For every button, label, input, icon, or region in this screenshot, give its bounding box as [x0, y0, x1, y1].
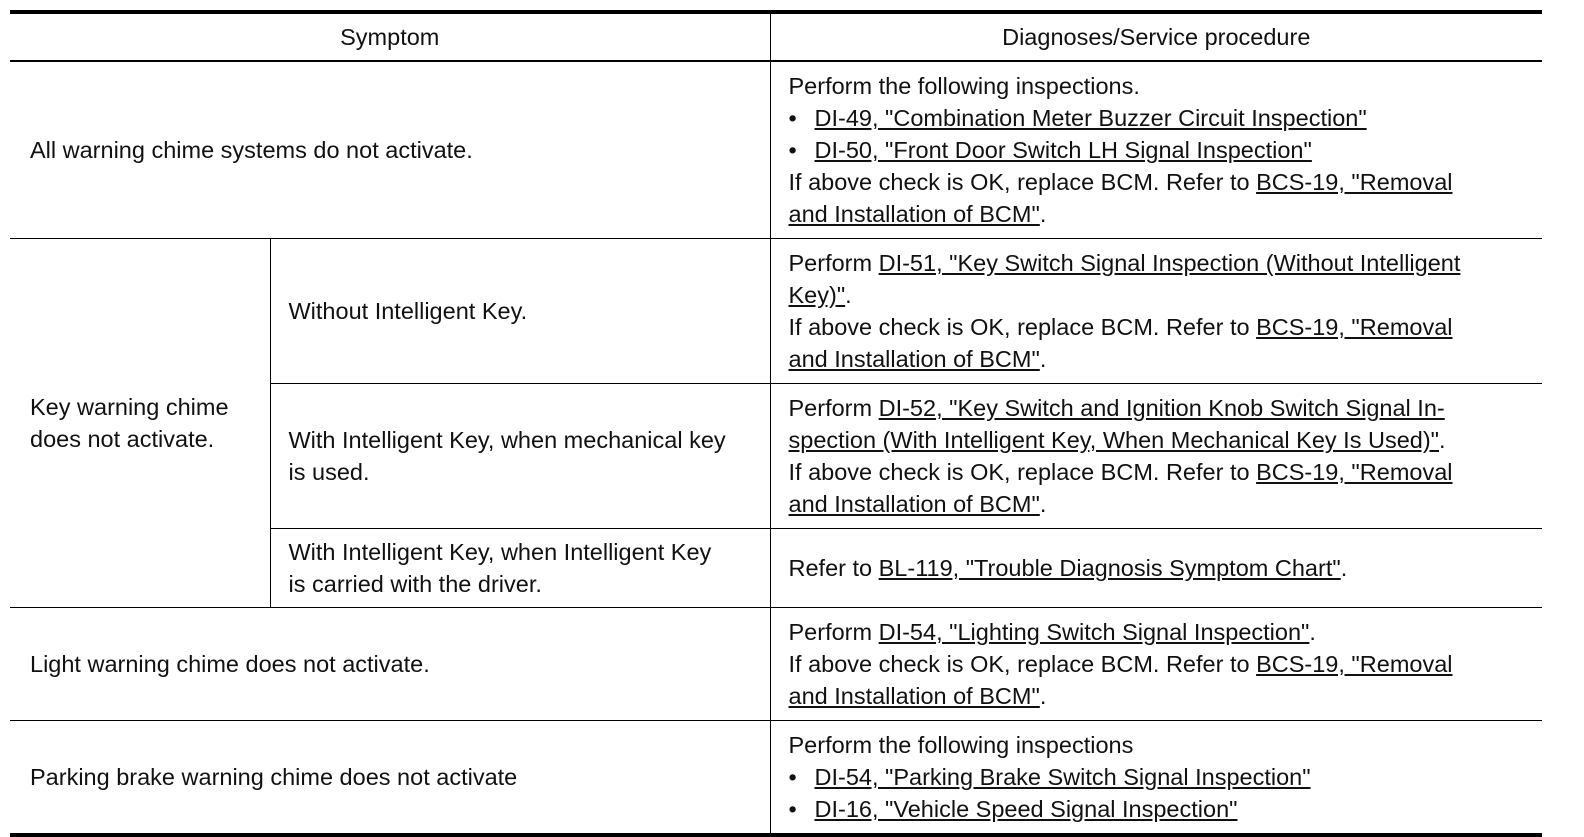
bullet-item — [789, 102, 1533, 134]
procedure-ik-carried — [770, 529, 1542, 608]
table-row — [10, 721, 1542, 836]
link-di-51[interactable]: DI-51, "Key Switch Signal Inspection (Without Intelligent — [878, 250, 1461, 276]
period: . — [1439, 427, 1446, 453]
condition-line: With Intelligent Key, when Intelligent Key — [288, 539, 712, 565]
link-di-50[interactable]: DI-50, "Front Door Switch LH Signal Inspection" — [814, 137, 1312, 163]
refer-line-2 — [789, 343, 1533, 375]
perform-text: Perform — [788, 250, 879, 276]
link-bcs-19[interactable]: BCS-19, "Removal — [1256, 314, 1453, 340]
bullet-item — [789, 793, 1533, 825]
condition-mechanical-key — [270, 384, 770, 529]
link-bl-119[interactable]: BL-119, "Trouble Diagnosis Symptom Chart" — [878, 555, 1341, 581]
refer-text: If above check is OK, replace BCM. Refer to — [788, 314, 1257, 340]
link-di-54-lighting[interactable]: DI-54, "Lighting Switch Signal Inspection" — [878, 619, 1310, 645]
symptom-light-warning: Light warning chime does not activate. — [10, 608, 770, 721]
symptom-line: Key warning chime — [30, 394, 229, 420]
condition-line: With Intelligent Key, when mechanical key — [288, 427, 726, 453]
period: . — [1340, 555, 1348, 581]
refer-text: If above check is OK, replace BCM. Refer to — [788, 651, 1257, 677]
period: . — [1039, 683, 1047, 709]
perform-line — [789, 616, 1533, 648]
link-bcs-19-cont[interactable]: and Installation of BCM" — [788, 346, 1040, 372]
refer-text: Refer to — [788, 555, 879, 581]
link-bcs-19[interactable]: BCS-19, "Removal — [1256, 169, 1453, 195]
link-di-54-parking[interactable]: DI-54, "Parking Brake Switch Signal Inspection" — [814, 764, 1311, 790]
procedure-without-ik — [770, 239, 1542, 384]
symptom-all-warning: All warning chime systems do not activate. — [10, 61, 770, 239]
procedure-intro: Perform the following inspections. — [788, 73, 1140, 99]
period: . — [1039, 491, 1047, 517]
symptom-header: Symptom — [10, 12, 770, 61]
refer-line — [789, 552, 1533, 584]
period: . — [1039, 201, 1047, 227]
refer-line-2 — [789, 680, 1533, 712]
refer-text: If above check is OK, replace BCM. Refer to — [788, 459, 1257, 485]
link-bcs-19-cont[interactable]: and Installation of BCM" — [788, 683, 1040, 709]
table-header-row — [10, 12, 1542, 61]
procedure-all-warning — [770, 61, 1542, 239]
condition-line: is used. — [288, 459, 370, 485]
period: . — [1309, 619, 1316, 645]
procedure-mechanical-key — [770, 384, 1542, 529]
table-row — [10, 239, 1542, 384]
table-row — [10, 608, 1542, 721]
period: . — [845, 282, 852, 308]
period: . — [1039, 346, 1047, 372]
link-di-52[interactable]: DI-52, "Key Switch and Ignition Knob Switch Signal In- — [878, 395, 1445, 421]
bullet-item — [789, 761, 1533, 793]
link-bcs-19-cont[interactable]: and Installation of BCM" — [788, 201, 1040, 227]
link-bcs-19[interactable]: BCS-19, "Removal — [1256, 651, 1453, 677]
procedure-parking-brake — [770, 721, 1542, 836]
perform-line — [789, 392, 1533, 424]
perform-text: Perform — [788, 619, 879, 645]
link-di-16[interactable]: DI-16, "Vehicle Speed Signal Inspection" — [814, 796, 1238, 822]
refer-text: If above check is OK, replace BCM. Refer to — [788, 169, 1257, 195]
refer-line-2 — [789, 488, 1533, 520]
bullet-item — [789, 134, 1533, 166]
perform-text: Perform — [788, 395, 879, 421]
procedure-light-warning — [770, 608, 1542, 721]
perform-line-2 — [789, 279, 1533, 311]
perform-line — [789, 247, 1533, 279]
refer-line — [789, 648, 1533, 680]
table-row — [10, 61, 1542, 239]
symptom-parking-brake: Parking brake warning chime does not activate — [10, 721, 770, 836]
symptom-line: does not activate. — [30, 426, 215, 452]
procedure-intro: Perform the following inspections — [788, 732, 1134, 758]
symptom-chart-table — [10, 10, 1542, 837]
condition-without-ik: Without Intelligent Key. — [270, 239, 770, 384]
procedure-header: Diagnoses/Service procedure — [770, 12, 1542, 61]
refer-line — [789, 311, 1533, 343]
refer-line — [789, 456, 1533, 488]
link-di-52-cont[interactable]: spection (With Intelligent Key, When Mechanical Key Is Used)" — [788, 427, 1440, 453]
refer-line — [789, 166, 1533, 198]
refer-line-2 — [789, 198, 1533, 230]
condition-ik-carried — [270, 529, 770, 608]
link-bcs-19-cont[interactable]: and Installation of BCM" — [788, 491, 1040, 517]
link-di-49[interactable]: DI-49, "Combination Meter Buzzer Circuit Inspection" — [814, 105, 1367, 131]
perform-line-2 — [789, 424, 1533, 456]
link-bcs-19[interactable]: BCS-19, "Removal — [1256, 459, 1453, 485]
symptom-key-warning — [10, 239, 270, 608]
condition-line: is carried with the driver. — [288, 571, 542, 597]
link-di-51-cont[interactable]: Key)" — [788, 282, 846, 308]
